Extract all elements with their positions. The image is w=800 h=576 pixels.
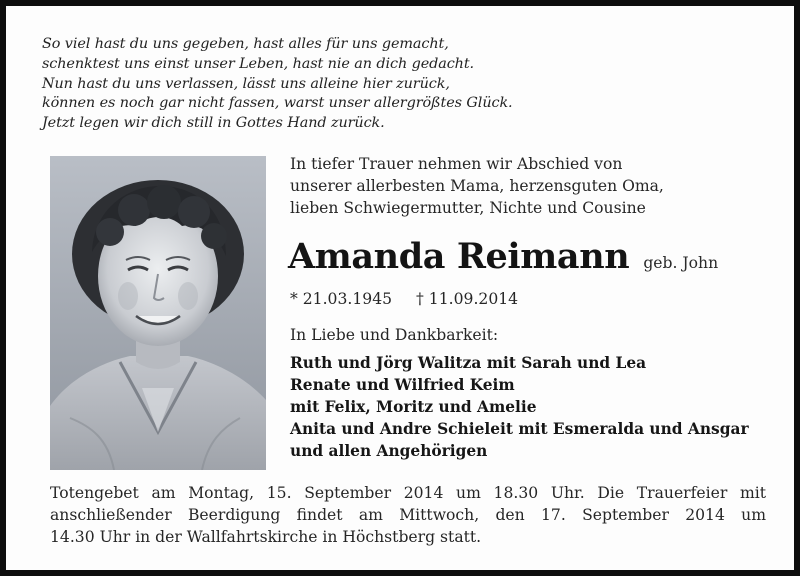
intro-line: lieben Schwiegermutter, Nichte und Cousine <box>290 199 646 218</box>
portrait-photo <box>50 156 266 470</box>
life-dates <box>290 290 518 308</box>
service-line: Totengebet am Montag, 15. September 2014 um 18.30 Uhr. Die Trauerfeier mit <box>50 484 766 502</box>
mourner-line: und allen Angehörigen <box>290 442 488 461</box>
poem-line: Jetzt legen wir dich still in Gottes Hand zurück. <box>42 115 385 132</box>
intro-line: unserer allerbesten Mama, herzensguten Oma, <box>290 177 664 196</box>
poem-line: schenktest uns einst unser Leben, hast nie an dich gedacht. <box>42 55 474 72</box>
birth-date: * 21.03.1945 <box>290 290 393 308</box>
gratitude-line: In Liebe und Dankbarkeit: <box>290 326 499 344</box>
intro-text <box>290 153 770 220</box>
intro-line: In tiefer Trauer nehmen wir Abschied von <box>290 155 623 173</box>
mourner-line: mit Felix, Moritz und Amelie <box>290 398 537 417</box>
poem-line: können es noch gar nicht fassen, warst unser allergrößtes Glück. <box>42 95 513 112</box>
mourner-line: Renate und Wilfried Keim <box>290 376 515 395</box>
mourners-list <box>290 352 780 462</box>
mourner-line: Anita und Andre Schieleit mit Esmeralda und Ansgar <box>290 420 749 439</box>
death-date: † 11.09.2014 <box>416 290 519 308</box>
service-details <box>50 482 766 549</box>
name-row <box>288 236 788 277</box>
service-line: anschließender Beerdigung findet am Mittwoch, den 17. September 2014 um <box>50 506 766 525</box>
poem <box>42 35 742 134</box>
poem-line: So viel hast du uns gegeben, hast alles für uns gemacht, <box>42 36 449 52</box>
mourner-line: Ruth und Jörg Walitza mit Sarah und Lea <box>290 354 647 372</box>
maiden-name: geb. John <box>643 254 719 272</box>
deceased-name: Amanda Reimann <box>288 236 630 277</box>
service-line: 14.30 Uhr in der Wallfahrtskirche in Höchstberg statt. <box>50 528 482 547</box>
poem-line: Nun hast du uns verlassen, lässt uns alleine hier zurück, <box>42 75 450 92</box>
